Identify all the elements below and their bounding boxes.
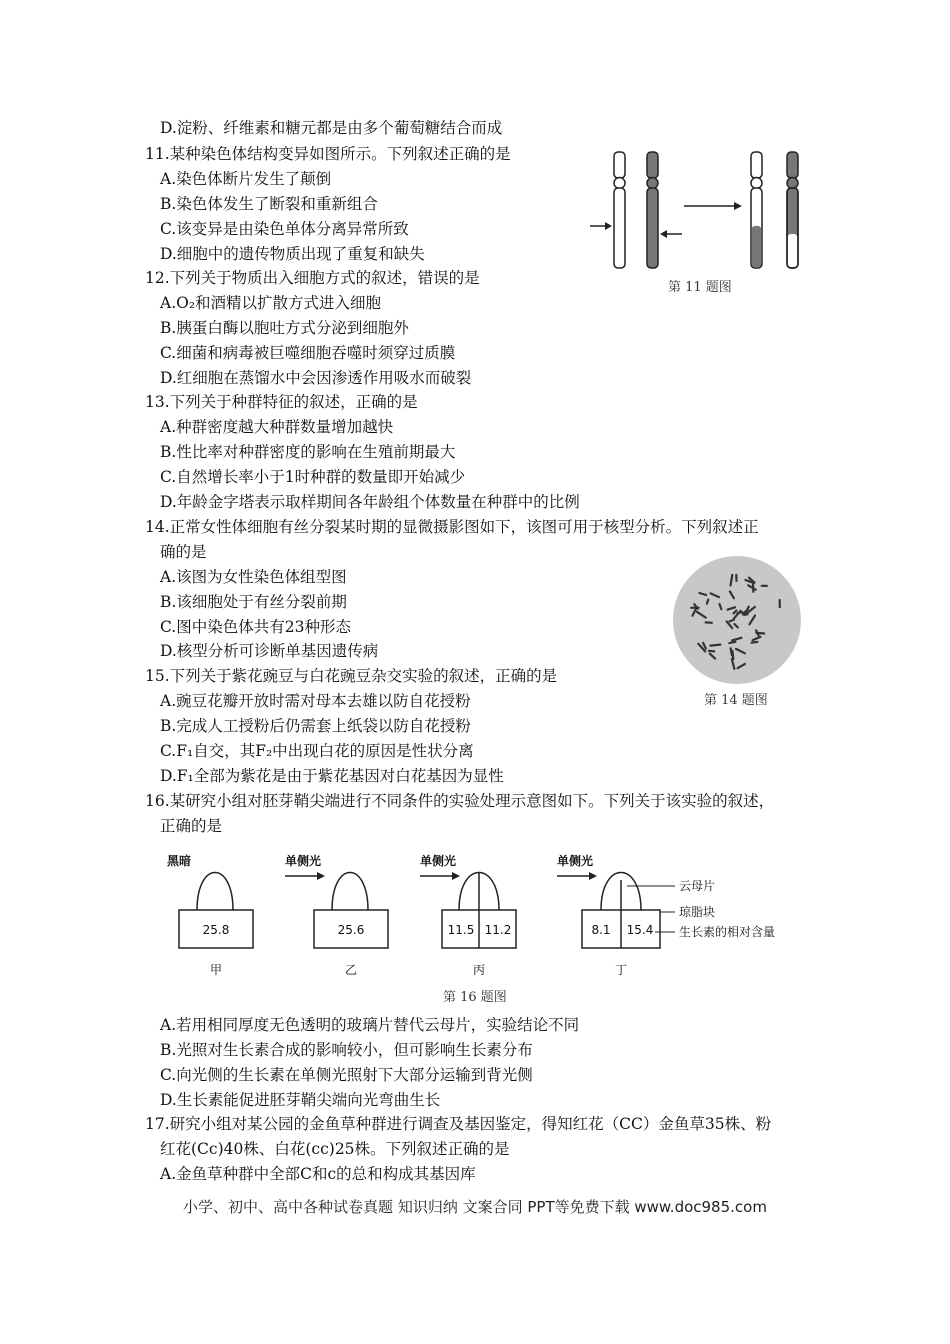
chromosome-mark [733,651,734,659]
q15-option-b: B.完成人工授粉后仍需套上纸袋以防自花授粉 [160,717,471,735]
q13-option-c: C.自然增长率小于1时种群的数量即开始减少 [160,468,466,486]
q10-option-d: D.淀粉、纤维素和糖元都是由多个葡萄糖结合而成 [160,119,503,137]
q11-option-c: C.该变异是由染色单体分离异常所致 [160,220,409,238]
legend-agar-block: 琼脂块 [679,905,716,919]
q16-option-a: A.若用相同厚度无色透明的玻璃片替代云母片，实验结论不同 [160,1016,580,1034]
q13-stem: 13.下列关于种群特征的叙述，正确的是 [145,393,418,411]
chromosome-mark [707,600,708,604]
q12-option-b: B.胰蛋白酶以胞吐方式分泌到细胞外 [160,319,409,337]
q12-option-a: A.O₂和酒精以扩散方式进入细胞 [160,294,382,312]
q11-option-a: A.染色体断片发生了颠倒 [160,170,332,188]
panel-yi-top-label: 单侧光 [285,854,322,868]
q16-option-b: B.光照对生长素合成的影响较小，但可影响生长素分布 [160,1041,533,1059]
q14-option-d: D.核型分析可诊断单基因遗传病 [160,642,379,660]
q11-option-b: B.染色体发生了断裂和重新组合 [160,195,378,213]
panel-jia-name: 甲 [209,963,223,977]
q11-option-d: D.细胞中的遗传物质出现了重复和缺失 [160,245,425,263]
q11-stem: 11.某种染色体结构变异如图所示。下列叙述正确的是 [145,145,511,163]
q13-option-d: D.年龄金字塔表示取样期间各年龄组个体数量在种群中的比例 [160,493,580,511]
q15-option-d: D.F₁全部为紫花是由于紫花基因对白花基因为显性 [160,767,504,785]
q15-stem: 15.下列关于紫花豌豆与白花豌豆杂交实验的叙述，正确的是 [145,667,558,685]
chromosome-mark [709,651,714,652]
q17-option-a: A.金鱼草种群中全部C和c的总和构成其基因库 [160,1165,476,1183]
panel-ding-name: 丁 [614,963,628,977]
q15-option-a: A.豌豆花瓣开放时需对母本去雄以防自花授粉 [160,692,471,710]
q14-option-b: B.该细胞处于有丝分裂前期 [160,593,347,611]
legend-mica: 云母片 [679,879,716,893]
chromosome-mark [729,642,735,643]
q16-option-d: D.生长素能促进胚芽鞘尖端向光弯曲生长 [160,1091,441,1109]
q12-stem: 12.下列关于物质出入细胞方式的叙述，错误的是 [145,269,480,287]
panel-ding-top-label: 单侧光 [557,854,594,868]
q13-option-b: B.性比率对种群密度的影响在生殖前期最大 [160,443,456,461]
figure-14-caption: 第 14 题图 [704,693,768,708]
chromosome-mark [730,620,734,622]
chromosome-mark [710,645,720,646]
panel-bing-name: 丙 [472,963,486,977]
q14-stem-continued: 确的是 [160,543,207,561]
figure-16-caption: 第 16 题图 [443,990,507,1005]
footer-download-banner: 小学、初中、高中各种试卷真题 知识归纳 文案合同 PPT等免费下载 www.doc985.com [183,1198,767,1216]
figure-11-caption: 第 11 题图 [668,280,732,295]
q16-stem: 16.某研究小组对胚芽鞘尖端进行不同条件的实验处理示意图如下。下列关于该实验的叙述， [145,792,775,810]
q13-option-a: A.种群密度越大种群数量增加越快 [160,418,394,436]
q17-stem-continued: 红花(Cc)40株、白花(cc)25株。下列叙述正确的是 [160,1140,510,1158]
q17-stem: 17.研究小组对某公园的金鱼草种群进行调查及基因鉴定，得知红花（CC）金鱼草35株、粉 [145,1115,772,1133]
panel-yi-name: 乙 [344,963,358,977]
q16-option-c: C.向光侧的生长素在单侧光照射下大部分运输到背光侧 [160,1066,533,1084]
karyotype-micrograph-figure [668,555,806,685]
panel-jia-top-label: 黑暗 [167,854,192,868]
q14-option-a: A.该图为女性染色体组型图 [160,568,347,586]
panel-ding-left-value: 8.1 [591,923,611,937]
panel-yi-value: 25.6 [337,923,365,937]
coleoptile-experiment-figure [165,850,805,980]
q12-option-c: C.细菌和病毒被巨噬细胞吞噬时须穿过质膜 [160,344,456,362]
legend-auxin-content: 生长素的相对含量 [679,925,776,939]
panel-bing-right-value: 11.2 [484,923,512,937]
q15-option-c: C.F₁自交，其F₂中出现白花的原因是性状分离 [160,742,474,760]
q16-stem-continued: 正确的是 [160,817,223,835]
q12-option-d: D.红细胞在蒸馏水中会因渗透作用吸水而破裂 [160,369,472,387]
panel-bing-left-value: 11.5 [447,923,475,937]
panel-bing-top-label: 单侧光 [420,854,457,868]
panel-jia-value: 25.8 [202,923,230,937]
q14-stem: 14.正常女性体细胞有丝分裂某时期的显微摄影图如下，该图可用于核型分析。下列叙述正 [145,518,759,536]
panel-ding-right-value: 15.4 [626,923,654,937]
q14-option-c: C.图中染色体共有23种形态 [160,618,351,636]
chromosome-mark [752,642,758,643]
